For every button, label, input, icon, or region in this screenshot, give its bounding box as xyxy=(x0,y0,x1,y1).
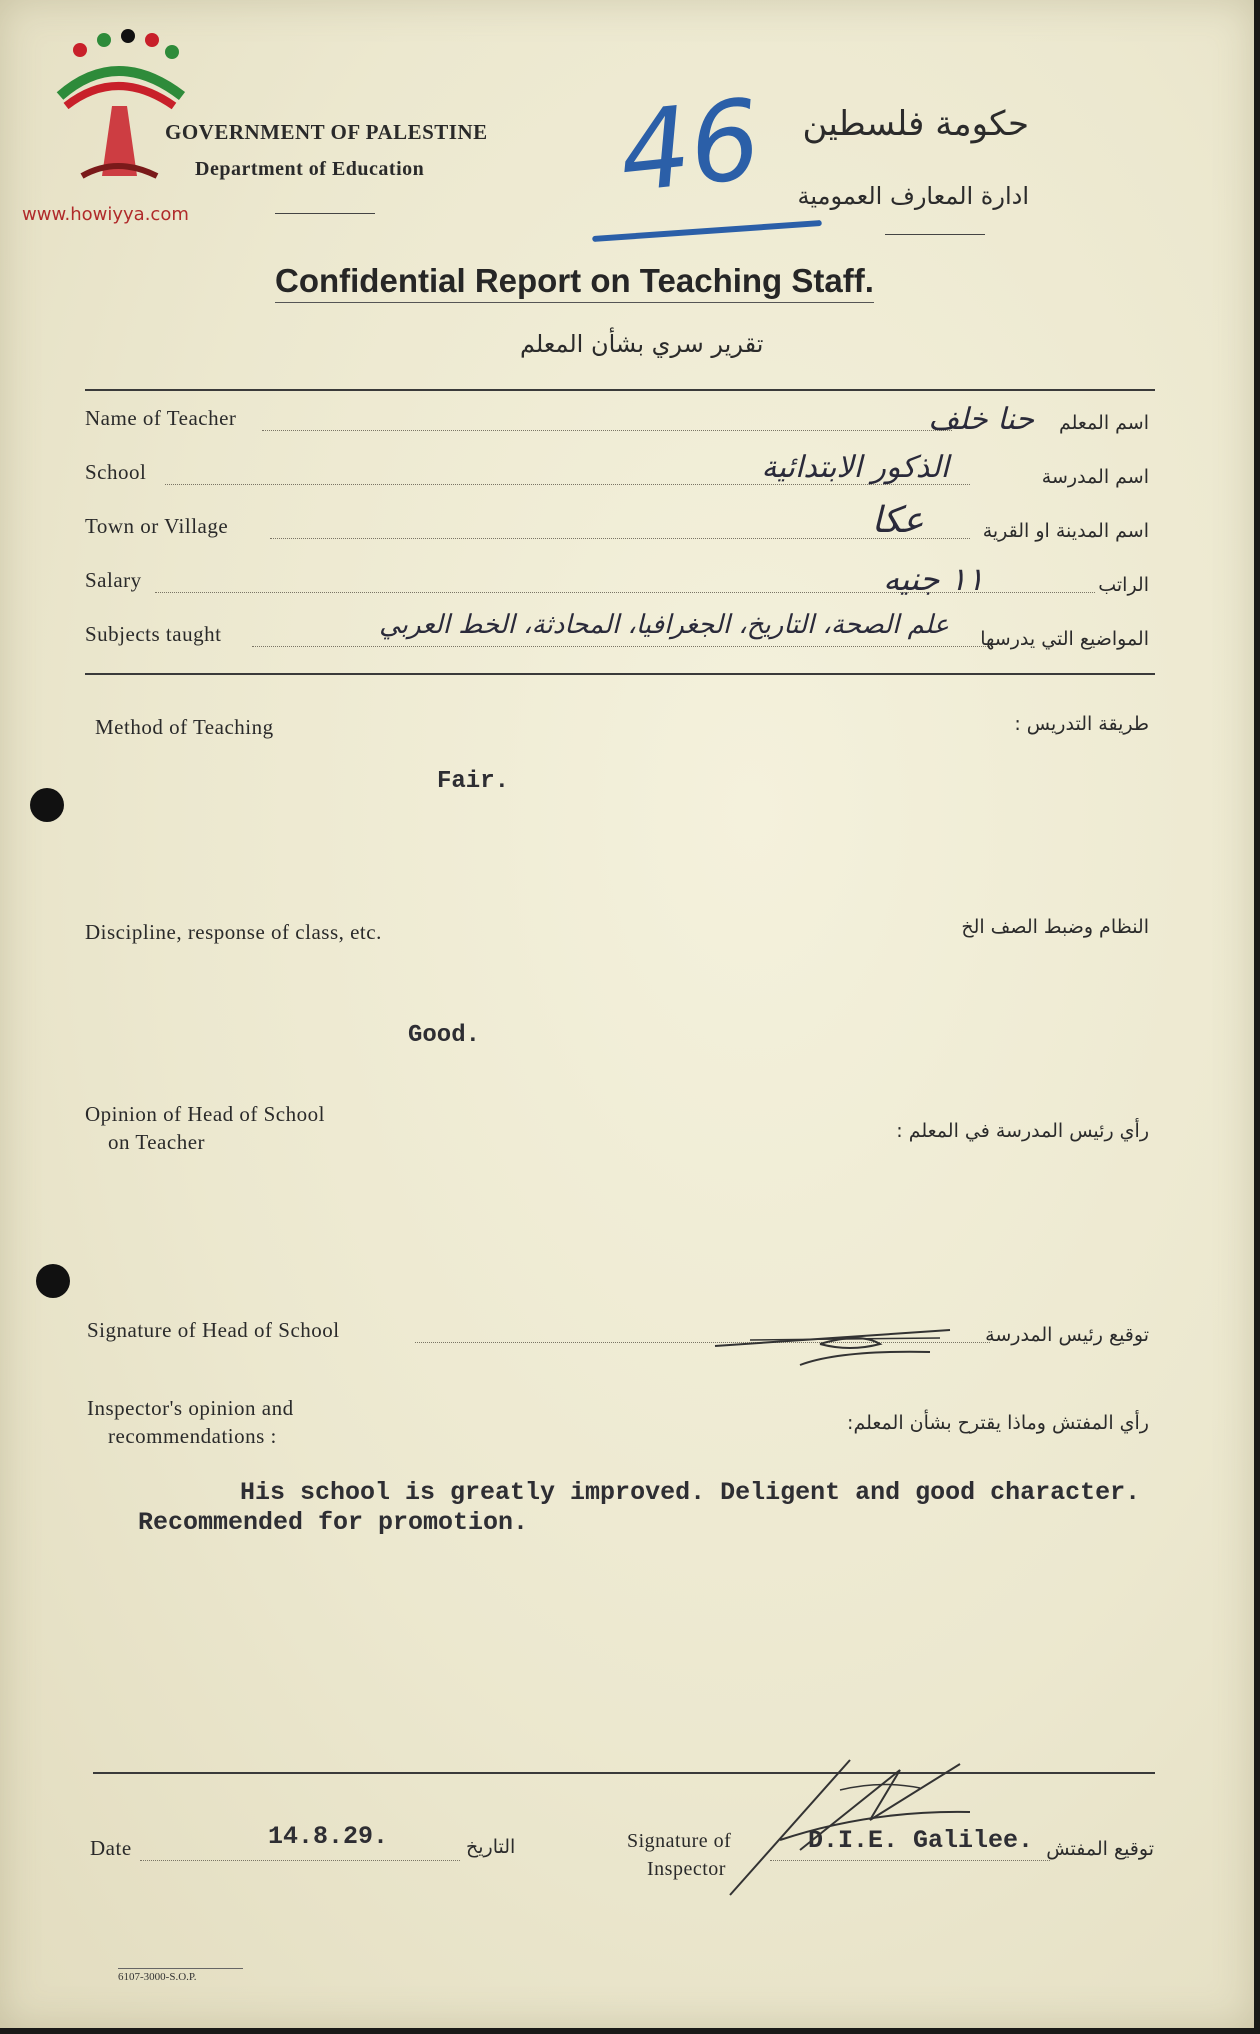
print-code: 6107-3000-S.O.P. xyxy=(118,1968,243,1983)
field-label-salary: Salary xyxy=(85,568,142,592)
field-value-name: حنا خلف xyxy=(928,402,1034,437)
inspector-signature-label-1: Signature of xyxy=(627,1830,732,1852)
opinion-head-label-ar: رأي رئيس المدرسة في المعلم : xyxy=(896,1120,1149,1142)
inspector-opinion-label-2: recommendations : xyxy=(108,1424,277,1448)
method-value: Fair. xyxy=(437,768,510,795)
field-label-subjects: Subjects taught xyxy=(85,622,222,646)
field-label-subjects-ar: المواضيع التي يدرسها xyxy=(980,628,1149,650)
discipline-label-ar: النظام وضبط الصف الخ xyxy=(961,916,1149,938)
fields-bottom-rule xyxy=(85,673,1155,675)
binder-hole-top xyxy=(30,788,64,822)
government-heading: GOVERNMENT OF PALESTINE xyxy=(165,120,488,144)
inspector-opinion-label-1: Inspector's opinion and xyxy=(87,1396,294,1420)
page-title-ar: تقرير سري بشأن المعلم xyxy=(520,330,764,358)
footer-rule xyxy=(93,1772,1155,1774)
header-divider-right xyxy=(885,234,985,235)
inspector-opinion-line-2: Recommended for promotion. xyxy=(138,1508,529,1537)
field-label-name-ar: اسم المعلم xyxy=(1058,412,1149,434)
top-rule xyxy=(85,389,1155,391)
howiyya-logo xyxy=(42,26,192,196)
signature-head-label-ar: توقيع رئيس المدرسة xyxy=(985,1324,1149,1346)
field-value-salary: ١١ جنيه xyxy=(883,560,984,598)
date-value: 14.8.29. xyxy=(268,1822,389,1851)
discipline-value: Good. xyxy=(408,1022,481,1049)
date-label: Date xyxy=(90,1836,132,1860)
inspector-signature-scribble xyxy=(720,1750,980,1900)
government-heading-ar: حكومة فلسطين xyxy=(802,104,1029,144)
field-dots-name xyxy=(262,430,952,431)
inspector-opinion-label-ar: رأي المفتش وماذا يقترح بشأن المعلم: xyxy=(847,1412,1149,1434)
blue-ink-stroke xyxy=(592,220,822,242)
inspector-signature-label-ar: توقيع المفتش xyxy=(1046,1838,1154,1860)
header-divider-left xyxy=(275,213,375,214)
inspector-opinion-line-1: His school is greatly improved. Deligent and good character. xyxy=(240,1478,1141,1507)
field-label-salary-ar: الراتب xyxy=(1098,574,1149,596)
field-value-subjects: علم الصحة، التاريخ، الجغرافيا، المحادثة، الخط العربي xyxy=(379,610,949,640)
method-label-ar: طريقة التدريس : xyxy=(1014,713,1149,735)
inspector-signature-label-2: Inspector xyxy=(647,1858,726,1880)
file-number: 46 xyxy=(613,75,767,217)
field-dots-town xyxy=(270,538,970,539)
department-heading: Department of Education xyxy=(195,158,425,180)
opinion-head-label-2: on Teacher xyxy=(108,1130,206,1154)
department-heading-ar: ادارة المعارف العمومية xyxy=(797,182,1029,210)
method-label: Method of Teaching xyxy=(95,715,274,739)
field-value-town: عكا xyxy=(871,500,924,541)
field-label-school-ar: اسم المدرسة xyxy=(1041,466,1149,488)
discipline-label: Discipline, response of class, etc. xyxy=(85,920,382,944)
field-label-name: Name of Teacher xyxy=(85,406,237,430)
date-label-ar: التاريخ xyxy=(466,1836,516,1858)
field-dots-subjects xyxy=(252,646,992,647)
head-signature-scribble xyxy=(710,1310,970,1370)
field-label-town: Town or Village xyxy=(85,514,229,538)
inspector-signature-value: D.I.E. Galilee. xyxy=(808,1826,1034,1855)
binder-hole-bottom xyxy=(36,1264,70,1298)
opinion-head-label-1: Opinion of Head of School xyxy=(85,1102,325,1126)
page-title: Confidential Report on Teaching Staff. xyxy=(275,262,874,303)
signature-head-label: Signature of Head of School xyxy=(87,1318,340,1342)
date-dots xyxy=(140,1860,460,1861)
field-label-school: School xyxy=(85,460,147,484)
field-value-school: الذكور الابتدائية xyxy=(761,450,949,485)
field-label-town-ar: اسم المدينة او القرية xyxy=(982,520,1149,542)
watermark-url: www.howiyya.com xyxy=(22,204,189,225)
